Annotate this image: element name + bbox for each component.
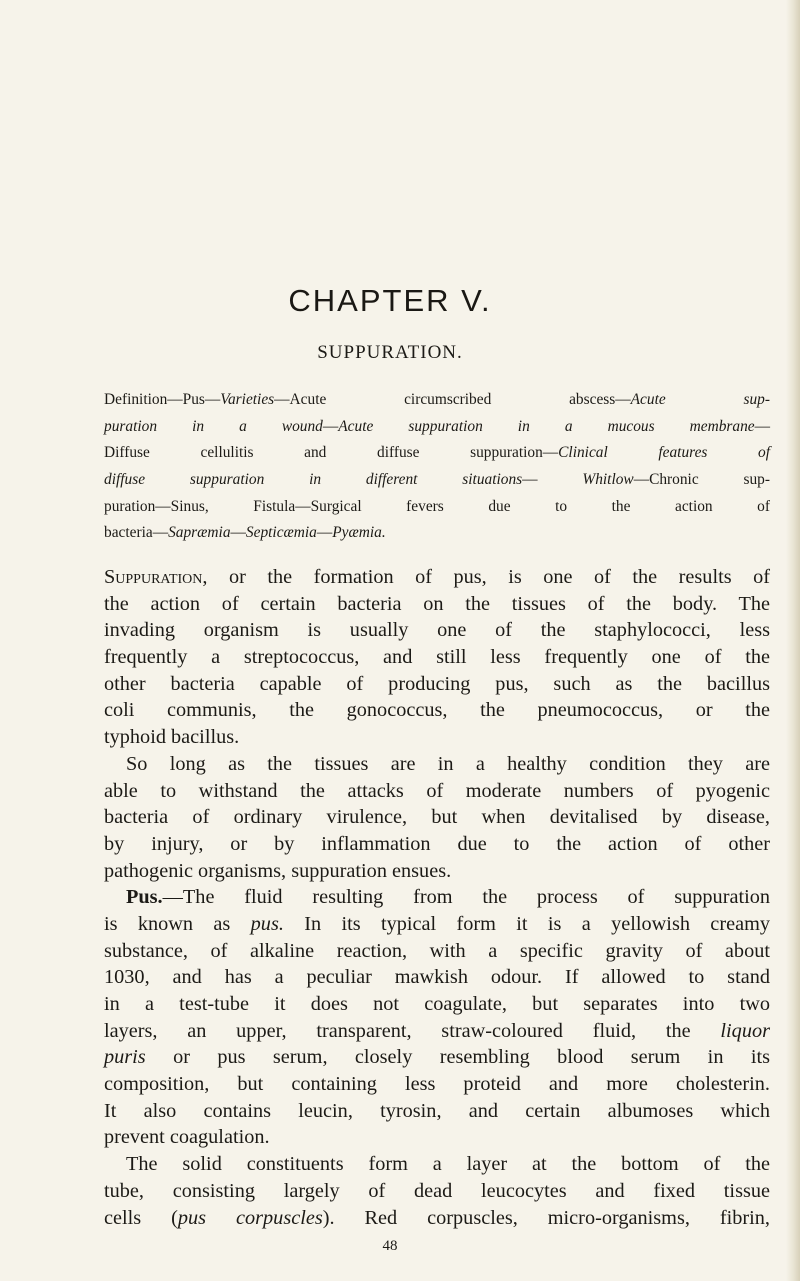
running-text (104, 564, 770, 1231)
summary-line: puration—Sinus, Fistula—Surgical fevers due to the action of (104, 497, 770, 515)
paragraph-line: It also contains leucin, tyrosin, and certain albumoses which (104, 1099, 770, 1122)
paragraph-line: Pus.—The fluid resulting from the process of suppuration (126, 886, 770, 909)
paragraph-line: coli communis, the gonococcus, the pneumococcus, or the (104, 699, 770, 722)
summary-line: bacteria—Sapræmia—Septicæmia—Pyæmia. (104, 524, 386, 542)
paragraph-line: So long as the tissues are in a healthy condition they are (126, 752, 770, 775)
paragraph-line: other bacteria capable of producing pus, such as the bacillus (104, 672, 770, 695)
paragraph-line: is known as pus. In its typical form it is a yellowish creamy (104, 912, 770, 935)
chapter-title: SUPPURATION. (317, 342, 463, 363)
paragraph-line: pathogenic organisms, suppuration ensues. (104, 859, 452, 882)
paragraph-line: cells (pus corpuscles). Red corpuscles, micro-organisms, fibrin, (104, 1206, 770, 1229)
paragraph-line: tube, consisting largely of dead leucocytes and fixed tissue (104, 1179, 770, 1202)
page-edge-shadow (786, 0, 800, 1281)
paragraph-line: by injury, or by inflammation due to the action of other (104, 832, 770, 855)
summary-line: diffuse suppuration in different situations— Whitlow—Chronic sup- (104, 471, 770, 489)
chapter-summary (104, 390, 770, 550)
paragraph-line: composition, but containing less proteid and more cholesterin. (104, 1073, 770, 1096)
summary-line: Definition—Pus—Varieties—Acute circumscribed abscess—Acute sup- (104, 391, 770, 408)
paragraph-line: bacteria of ordinary virulence, but when devitalised by disease, (104, 806, 770, 829)
page-number: 48 (382, 1238, 398, 1254)
summary-line: Diffuse cellulitis and diffuse suppuration—Clinical features of (104, 444, 770, 462)
paragraph-line: puris or pus serum, closely resembling blood serum in its (104, 1046, 770, 1069)
paragraph-line: invading organism is usually one of the staphylococci, less (104, 619, 770, 642)
paragraph-line: typhoid bacillus. (104, 726, 240, 749)
paragraph-line: layers, an upper, transparent, straw-coloured fluid, the liquor (104, 1019, 770, 1042)
paragraph-line: 1030, and has a peculiar mawkish odour. If allowed to stand (104, 966, 770, 989)
chapter-heading: CHAPTER V. (288, 283, 492, 318)
paragraph-line: frequently a streptococcus, and still less frequently one of the (104, 646, 770, 669)
summary-line: puration in a wound—Acute suppuration in a mucous membrane— (104, 417, 771, 435)
paragraph-line: the action of certain bacteria on the tissues of the body. The (104, 592, 770, 615)
paragraph-line: able to withstand the attacks of moderate numbers of pyogenic (104, 779, 770, 802)
paragraph-line: substance, of alkaline reaction, with a specific gravity of about (104, 939, 770, 962)
paragraph-line: Suppuration, or the formation of pus, is one of the results of (104, 566, 770, 588)
paragraph-line: prevent coagulation. (104, 1126, 270, 1149)
paragraph-line: in a test-tube it does not coagulate, but separates into two (104, 993, 770, 1015)
paragraph-line: The solid constituents form a layer at the bottom of the (126, 1153, 770, 1176)
